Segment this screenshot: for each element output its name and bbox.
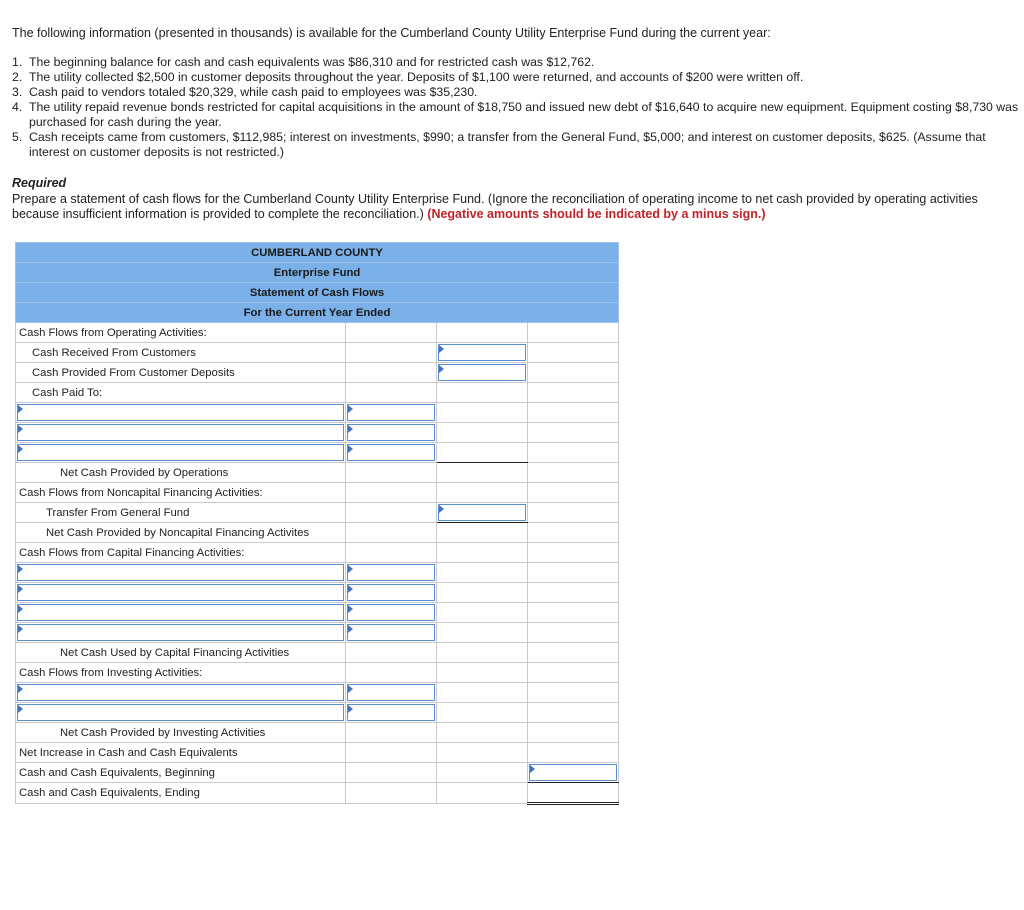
net-cash-operations-label: Net Cash Provided by Operations xyxy=(16,463,346,483)
header-county: CUMBERLAND COUNTY xyxy=(16,243,619,263)
capital-description-input-3[interactable] xyxy=(17,604,344,621)
capital-description-input-4[interactable] xyxy=(17,624,344,641)
net-cash-capital-label: Net Cash Used by Capital Financing Activities xyxy=(16,643,346,663)
ending-balance-label: Cash and Cash Equivalents, Ending xyxy=(16,783,346,804)
beginning-balance-input[interactable] xyxy=(529,764,617,781)
problem-item: 4. The utility repaid revenue bonds restricted for capital acquisitions in the amount of $18,750 and issued new debt of $16,640 to acquire new equipment. Equipment costing $8,730 was purchased for cash during the year. xyxy=(12,100,1019,129)
capital-amount-input-1[interactable] xyxy=(347,564,435,581)
cash-flow-statement xyxy=(15,242,619,805)
operating-activities-heading: Cash Flows from Operating Activities: xyxy=(16,323,346,343)
paid-to-amount-input-3[interactable] xyxy=(347,444,435,461)
header-period: For the Current Year Ended xyxy=(16,303,619,323)
required-heading: Required xyxy=(12,176,67,190)
intro-text: The following information (presented in thousands) is available for the Cumberland County Utility Enterprise Fund during the current year: xyxy=(12,26,771,40)
cash-received-customers-input[interactable] xyxy=(438,344,526,361)
problem-items xyxy=(12,55,1022,160)
net-increase-label: Net Increase in Cash and Cash Equivalents xyxy=(16,743,346,763)
problem-item: 1. The beginning balance for cash and cash equivalents was $86,310 and for restricted cash was $12,762. xyxy=(12,55,595,69)
paid-to-amount-input-2[interactable] xyxy=(347,424,435,441)
paid-to-description-input-3[interactable] xyxy=(17,444,344,461)
ending-balance-cell xyxy=(528,783,619,804)
capital-financing-heading: Cash Flows from Capital Financing Activities: xyxy=(16,543,346,563)
capital-amount-input-2[interactable] xyxy=(347,584,435,601)
problem-item: 5. Cash receipts came from customers, $112,985; interest on investments, $990; a transfer from the General Fund, $5,000; and interest on customer deposits, $625. (Assume that interest on customer deposits is not restricted.) xyxy=(12,130,986,159)
investing-amount-input-1[interactable] xyxy=(347,684,435,701)
header-statement: Statement of Cash Flows xyxy=(16,283,619,303)
cash-paid-to-label: Cash Paid To: xyxy=(16,383,346,403)
noncapital-financing-heading: Cash Flows from Noncapital Financing Activities: xyxy=(16,483,346,503)
header-fund: Enterprise Fund xyxy=(16,263,619,283)
capital-amount-input-4[interactable] xyxy=(347,624,435,641)
capital-amount-input-3[interactable] xyxy=(347,604,435,621)
net-cash-noncapital-label: Net Cash Provided by Noncapital Financing Activites xyxy=(16,523,346,543)
paid-to-amount-input-1[interactable] xyxy=(347,404,435,421)
problem-item: 2. The utility collected $2,500 in customer deposits throughout the year. Deposits of $1,100 were returned, and accounts of $200 were written off. xyxy=(12,70,804,84)
investing-description-input-2[interactable] xyxy=(17,704,344,721)
problem-item: 3. Cash paid to vendors totaled $20,329, while cash paid to employees was $35,230. xyxy=(12,85,478,99)
cash-received-customers-label: Cash Received From Customers xyxy=(16,343,346,363)
negative-amounts-warning: (Negative amounts should be indicated by a minus sign.) xyxy=(427,207,766,221)
investing-amount-input-2[interactable] xyxy=(347,704,435,721)
capital-description-input-2[interactable] xyxy=(17,584,344,601)
customer-deposits-input[interactable] xyxy=(438,364,526,381)
net-cash-investing-label: Net Cash Provided by Investing Activities xyxy=(16,723,346,743)
transfer-general-fund-input[interactable] xyxy=(438,504,526,521)
beginning-balance-label: Cash and Cash Equivalents, Beginning xyxy=(16,763,346,783)
investing-activities-heading: Cash Flows from Investing Activities: xyxy=(16,663,346,683)
paid-to-description-input-1[interactable] xyxy=(17,404,344,421)
customer-deposits-label: Cash Provided From Customer Deposits xyxy=(16,363,346,383)
capital-description-input-1[interactable] xyxy=(17,564,344,581)
investing-description-input-1[interactable] xyxy=(17,684,344,701)
required-instructions: Prepare a statement of cash flows for the Cumberland County Utility Enterprise Fund. (Ignore the reconciliation of operating income to net cash provided by operating activities because insufficient information is provided to complete the reconciliation.) (Negative amounts should be indicated by a minus sign.) xyxy=(12,192,978,221)
transfer-general-fund-label: Transfer From General Fund xyxy=(16,503,346,523)
paid-to-description-input-2[interactable] xyxy=(17,424,344,441)
